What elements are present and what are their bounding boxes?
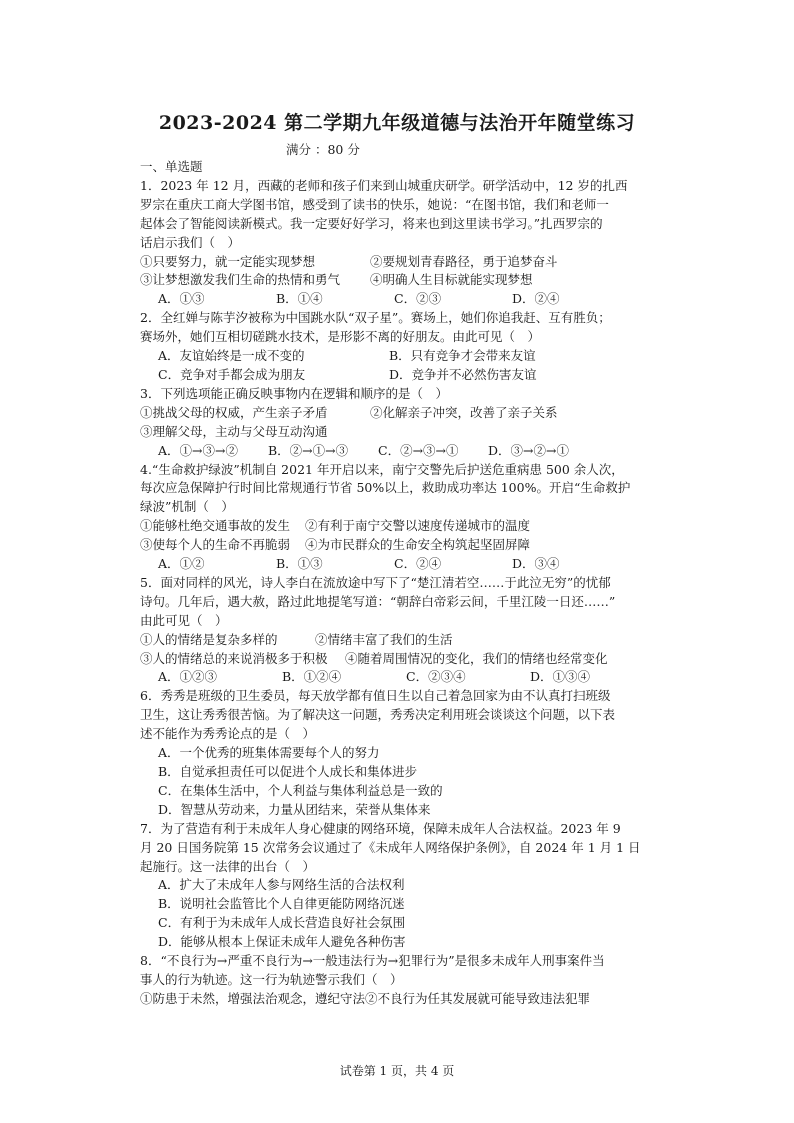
question-text: 8．“不良行为→严重不良行为→一般违法行为→犯罪行为”是很多未成年人刑事案件当 xyxy=(140,953,605,969)
option-a[interactable]: A．扩大了未成年人参与网络生活的合法权利 xyxy=(158,877,405,893)
statement-1: ①只要努力，就一定能实现梦想 xyxy=(140,253,316,269)
answer-options xyxy=(140,366,660,385)
statement-row xyxy=(140,271,660,290)
statement-4: ④明确人生目标就能实现梦想 xyxy=(370,272,533,288)
question-text: 卫生，这让秀秀很苦恼。为了解决这一问题，秀秀决定利用班会谈谈这个问题，以下表 xyxy=(140,707,616,723)
option-d[interactable]: D．能够从根本上保证未成年人避免各种伤害 xyxy=(158,934,406,950)
question-text: 诗句。几年后，遇大赦，路过此地提笔写道：“朝辞白帝彩云间，千里江陵一日还……” xyxy=(140,593,616,609)
statement-1: ①能够杜绝交通事故的发生 xyxy=(140,518,291,534)
question-text: 述不能作为秀秀论点的是（ ） xyxy=(140,726,316,742)
option-b[interactable]: B．说明社会监管比个人自律更能防网络沉迷 xyxy=(158,896,405,912)
option-d[interactable]: D．③④ xyxy=(512,556,560,572)
answer-options xyxy=(140,347,660,366)
option-c[interactable]: C．在集体生活中，个人利益与集体利益总是一致的 xyxy=(158,782,443,798)
question-text: 事人的行为轨迹。这一行为轨迹警示我们（ ） xyxy=(140,971,403,987)
question-2 xyxy=(140,309,660,385)
option-b[interactable]: B．自觉承担责任可以促进个人成长和集体进步 xyxy=(158,764,418,779)
total-score: 满分 ：80 分 xyxy=(286,142,360,157)
statement-1: ①人的情绪是复杂多样的 xyxy=(140,631,278,647)
option-c[interactable]: C．②→③→① xyxy=(378,442,459,458)
option-b[interactable]: B．①④ xyxy=(276,291,323,307)
option-d[interactable]: D．智慧从劳动来，力量从团结来，荣誉从集体来 xyxy=(158,801,431,817)
option-c[interactable]: C．竞争对手都会成为朋友 xyxy=(158,366,306,382)
statement-3: ③让梦想激发我们生命的热情和勇气 xyxy=(140,272,341,288)
option-b[interactable]: B．②→①→③ xyxy=(268,442,349,458)
question-list xyxy=(140,158,660,1009)
question-text: 每次应急保障护行时间比常规通行节省 50%以上，救助成功率达 100%。开启“生命救护 xyxy=(140,480,631,496)
option-b[interactable]: B．①③ xyxy=(276,556,323,572)
question-text: 2．全红婵与陈芋汐被称为中国跳水队“双子星”。赛场上，她们你追我赶、互有胜负； xyxy=(140,310,611,326)
page-footer: 试卷第 1 页，共 4 页 xyxy=(339,1064,455,1078)
section-heading: 一、单选题 xyxy=(140,159,203,174)
question-text: 赛场外，她们互相切磋跳水技术，是形影不离的好朋友。由此可见（ ） xyxy=(140,329,541,345)
statement-row xyxy=(140,404,660,423)
question-text: 3．下列选项能正确反映事物内在逻辑和顺序的是（ ） xyxy=(140,385,448,401)
option-b[interactable]: B．只有竞争才会带来友谊 xyxy=(389,348,536,364)
statement-2: ②要规划青春路径，勇于追梦奋斗 xyxy=(370,253,558,269)
question-6 xyxy=(140,687,660,819)
question-text: 罗宗在重庆工商大学图书馆，感受到了读书的快乐，她说：“在图书馆，我们和老师一 xyxy=(140,196,609,212)
option-c[interactable]: C．②③④ xyxy=(406,669,466,685)
statement-3: ③人的情绪总的来说消极多于积极 xyxy=(140,650,328,666)
statement-row xyxy=(140,650,660,669)
option-c[interactable]: C．②③ xyxy=(394,291,442,307)
question-3 xyxy=(140,385,660,461)
statement-2: ②情绪丰富了我们的生活 xyxy=(315,631,453,647)
statement-2: ②有利于南宁交警以速度传递城市的温度 xyxy=(305,518,531,534)
option-d[interactable]: D．①③④ xyxy=(530,669,591,685)
statement-4: ④随着周围情况的变化，我们的情绪也经常变化 xyxy=(345,650,608,666)
statement-row xyxy=(140,631,660,650)
question-text: 绿波”机制（ ） xyxy=(140,499,234,515)
statement-2: ②化解亲子冲突，改善了亲子关系 xyxy=(370,404,558,420)
option-c[interactable]: C．②④ xyxy=(394,556,442,572)
question-text: 起施行。这一法律的出台（ ） xyxy=(140,858,316,874)
question-8 xyxy=(140,952,660,1009)
page-title: 2023-2024 第二学期九年级道德与法治开年随堂练习 xyxy=(158,112,636,134)
question-1 xyxy=(140,177,660,309)
question-text: 5．面对同样的风光，诗人李白在流放途中写下了“楚江清若空……于此泣无穷”的忧郁 xyxy=(140,574,611,590)
statement-1: ①挑战父母的权威，产生亲子矛盾 xyxy=(140,404,328,420)
question-text: 话启示我们（ ） xyxy=(140,234,241,250)
option-a[interactable]: A．①②③ xyxy=(158,669,218,685)
option-d[interactable]: D．③→②→① xyxy=(488,442,569,458)
option-a[interactable]: A．一个优秀的班集体需要每个人的努力 xyxy=(158,745,380,761)
option-a[interactable]: A．友谊始终是一成不变的 xyxy=(158,348,305,364)
question-text: 4.“生命救护绿波”机制自 2021 年开启以来，南宁交警先后护送危重病患 500 余人次， xyxy=(140,461,624,477)
statement-row xyxy=(140,253,660,272)
option-d[interactable]: D．竞争并不必然伤害友谊 xyxy=(389,366,537,382)
question-text: 月 20 日国务院第 15 次常务会议通过了《未成年人网络保护条例》，自 2024 年 1 月 1 日 xyxy=(140,839,641,855)
statement-4: ④为市民群众的生命安全构筑起坚固屏障 xyxy=(305,537,531,553)
answer-options xyxy=(140,555,660,574)
question-text: 起体会了智能阅读新模式。我一定要好好学习，将来也到这里读书学习。”扎西罗宗的 xyxy=(140,215,603,231)
statement-row xyxy=(140,517,660,536)
statement-line: ①防患于未然，增强法治观念，遵纪守法②不良行为任其发展就可能导致违法犯罪 xyxy=(140,990,591,1006)
option-a[interactable]: A．①→③→② xyxy=(158,442,238,458)
option-c[interactable]: C．有利于为未成年人成长营造良好社会氛围 xyxy=(158,915,406,931)
question-text: 1．2023 年 12 月，西藏的老师和孩子们来到山城重庆研学。研学活动中，12 岁的扎西 xyxy=(140,177,628,193)
option-a[interactable]: A．①② xyxy=(158,556,205,572)
answer-options xyxy=(140,290,660,309)
statement-3: ③使每个人的生命不再脆弱 xyxy=(140,537,291,553)
answer-options xyxy=(140,442,660,461)
question-5 xyxy=(140,574,660,687)
question-7 xyxy=(140,820,660,952)
statement-row xyxy=(140,536,660,555)
question-text: 由此可见（ ） xyxy=(140,612,228,628)
question-4 xyxy=(140,461,660,574)
option-b[interactable]: B．①②④ xyxy=(282,669,342,685)
statement-3: ③理解父母，主动与父母互动沟通 xyxy=(140,423,328,439)
option-d[interactable]: D．②④ xyxy=(512,291,560,307)
question-text: 6．秀秀是班级的卫生委员，每天放学都有值日生以自己着急回家为由不认真打扫班级 xyxy=(140,688,611,704)
answer-options xyxy=(140,668,660,687)
option-a[interactable]: A．①③ xyxy=(158,291,205,307)
question-text: 7．为了营造有利于未成年人身心健康的网络环境，保障未成年人合法权益。2023 年 9 xyxy=(140,820,621,836)
